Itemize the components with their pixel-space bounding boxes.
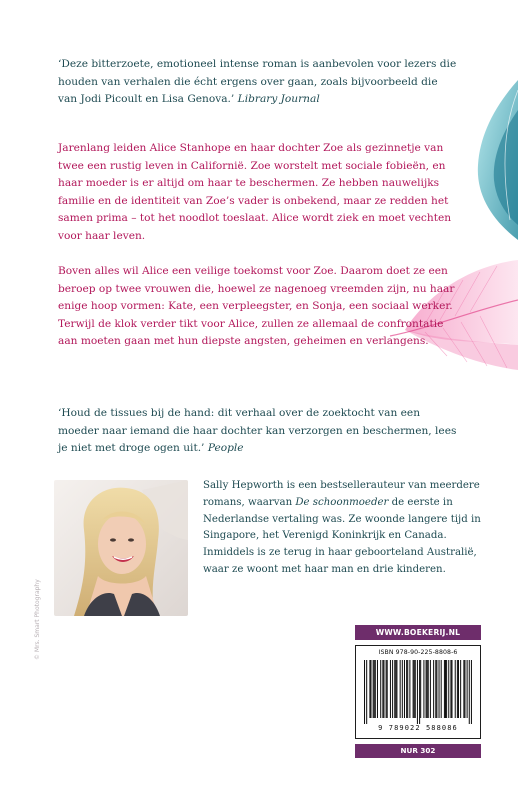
- barcode-bar: [394, 660, 395, 718]
- publisher-url: WWW.BOEKERIJ.NL: [355, 625, 481, 640]
- bio-text-before: Sally Hepworth is een bestsellerauteur van meerdere romans, waarvan: [203, 480, 480, 508]
- barcode-bar: [364, 660, 365, 724]
- barcode-bar: [467, 660, 468, 718]
- barcode-bar: [377, 660, 378, 718]
- barcode-bar: [436, 660, 437, 718]
- barcode-bar: [451, 660, 452, 718]
- isbn-label: ISBN 978-90-225-8808-6: [378, 649, 458, 656]
- barcode-bar: [464, 660, 465, 718]
- barcode-bar: [400, 660, 401, 718]
- bio-text-after: de eerste in Nederlandse vertaling was. Ze woonde langere tijd in Singapore, het Verenigd Koninkrijk en Canada. Inmiddels is ze terug in haar geboorteland Australië, waar ze woont met haar man en drie kinderen.: [203, 496, 481, 575]
- barcode-bar: [423, 660, 424, 718]
- barcode-bar: [430, 660, 431, 718]
- barcode-bar: [446, 660, 447, 718]
- barcode-bar: [373, 660, 374, 718]
- isbn-barcode: [355, 645, 481, 739]
- barcode-bar: [406, 660, 407, 718]
- barcode-bar: [439, 660, 440, 718]
- barcode-bar: [463, 660, 464, 718]
- bio-book-title: De schoonmoeder: [295, 496, 389, 508]
- barcode-bar: [404, 660, 405, 718]
- barcode-bar: [414, 660, 415, 718]
- barcode-bar: [413, 660, 414, 718]
- barcode-bar: [390, 660, 391, 718]
- review-library-journal: [58, 56, 458, 109]
- author-bio: [203, 478, 491, 579]
- barcode-bar: [409, 660, 410, 718]
- barcode-bar: [458, 660, 459, 718]
- barcode-bar: [444, 660, 445, 718]
- barcode-bar: [382, 660, 383, 718]
- barcode-bar: [420, 660, 421, 718]
- barcode-bar: [435, 660, 436, 718]
- barcode-bar: [455, 660, 456, 718]
- photo-credit: © Mrs. Smart Photography: [34, 579, 41, 660]
- barcode-bar: [419, 660, 420, 724]
- barcode-bar: [386, 660, 387, 718]
- review-quote-text: ‘Deze bitterzoete, emotioneel intense roman is aanbevolen voor lezers die houden van verhalen die écht ergens over gaan, zoals bijvoorbeeld die van Jodi Picoult en Lisa Genova.’: [58, 58, 457, 106]
- barcode-bar: [407, 660, 408, 718]
- barcode-bar: [460, 660, 461, 718]
- barcode-digits: 9 789022 588086: [378, 724, 458, 732]
- review-source: People: [207, 442, 244, 455]
- barcode-bar: [395, 660, 396, 718]
- review-quote-text: ‘Houd de tissues bij de hand: dit verhaal over de zoektocht van een moeder naar iemand die haar dochter kan verzorgen en beschermen, lees je niet met droge ogen uit.’: [58, 407, 457, 455]
- barcode-bar: [387, 660, 388, 718]
- barcode-bar: [374, 660, 375, 718]
- description-paragraph-2: Boven alles wil Alice een veilige toekomst voor Zoe. Daarom doet ze een beroep op twee vrouwen die, hoewel ze nagenoeg vreemden zijn, nu haar enige hoop vormen: Kate, een verpleegster, en Sonja, een sociaal werker. Terwijl de klok verder tikt voor Alice, zullen ze allemaal de confrontatie aan moeten gaan met hun diepste angsten, geheimen en verlangens.: [58, 265, 455, 348]
- barcode-bar: [445, 660, 446, 718]
- barcode-bar: [433, 660, 434, 718]
- barcode-bar: [457, 660, 458, 718]
- author-photo: [54, 480, 188, 616]
- author-portrait-image: [54, 480, 188, 616]
- description-paragraph-1: Jarenlang leiden Alice Stanhope en haar dochter Zoe als gezinnetje van twee een rustig leven in Californië. Zoe worstelt met sociale fobieën, en haar moeder is er altijd om haar te beschermen. Ze hebben nauwelijks familie en de identiteit van Zoe’s vader is onbekend, maar ze redden het samen prima – tot het noodlot toeslaat. Alice wordt ziek en moet vechten voor haar leven.: [58, 142, 452, 242]
- barcode-bar: [375, 660, 376, 718]
- barcode-bar: [441, 660, 442, 718]
- barcode-bar: [428, 660, 429, 718]
- review-people: [58, 405, 458, 458]
- barcode-bar: [392, 660, 393, 718]
- barcode-bar: [450, 660, 451, 718]
- barcode-bar: [369, 660, 370, 718]
- barcode-bar: [402, 660, 403, 718]
- barcode-bar: [426, 660, 427, 718]
- barcode-bars: [364, 660, 472, 724]
- barcode-bar: [448, 660, 449, 718]
- barcode-bar: [366, 660, 367, 724]
- barcode-bar: [383, 660, 384, 718]
- barcode-bar: [415, 660, 416, 718]
- review-source: Library Journal: [237, 93, 320, 106]
- barcode-bar: [471, 660, 472, 724]
- barcode-bar: [469, 660, 470, 724]
- barcode-bar: [380, 660, 381, 718]
- barcode-bar: [417, 660, 418, 724]
- barcode-bar: [427, 660, 428, 718]
- barcode-bar: [370, 660, 371, 718]
- barcode-bar: [396, 660, 397, 718]
- nur-code: NUR 302: [355, 744, 481, 758]
- teal-feather-icon: [470, 70, 518, 250]
